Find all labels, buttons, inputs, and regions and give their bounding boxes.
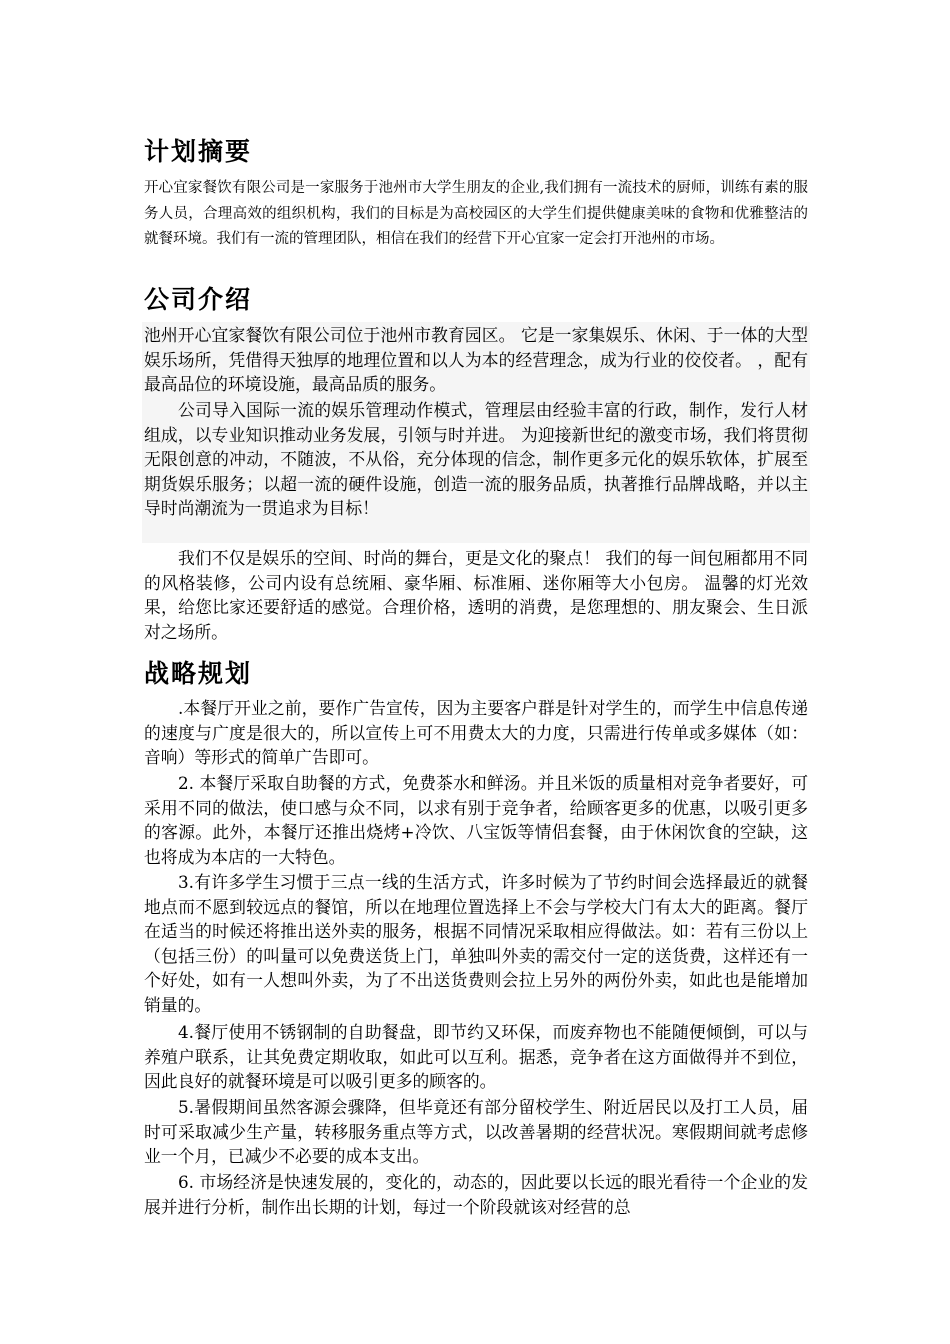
strategy-item-1: .本餐厅开业之前，要作广告宣传，因为主要客户群是针对学生的，而学生中信息传递的速度与广度是很大的，所以宣传上可不用费太大的力度，只需进行传单或多媒体（如：音响）等形式的简单广告即可。 <box>144 698 808 767</box>
strategy-item-4: 4.餐厅使用不锈钢制的自助餐盘，即节约又环保，而废弃物也不能随便倾倒，可以与养殖户联系，让其免费定期收取，如此可以互利。据悉，竞争者在这方面做得并不到位，因此良好的就餐环境是可以吸引更多的顾客的。 <box>144 1022 808 1091</box>
strategy-heading: 战略规划 <box>144 659 253 688</box>
strategy-item-3: 3.有许多学生习惯于三点一线的生活方式，许多时候为了节约时间会选择最近的就餐地点而不愿到较远点的餐馆，所以在地理位置选择上不会与学校大门有太大的距离。餐厅在适当的时候还将推出送外卖的服务，根据不同情况采取相应得做法。如：若有三份以上（包括三份）的叫量可以免费送货上门，单独叫外卖的需交付一定的送货费，这样还有一个好处，如有一人想叫外卖，为了不出送货费则会拉上另外的两份外卖，如此也是能增加销量的。 <box>144 872 808 1015</box>
company-heading: 公司介绍 <box>144 285 253 314</box>
company-paragraph-2: 公司导入国际一流的娱乐管理动作模式，管理层由经验丰富的行政，制作，发行人材组成，以专业知识推动业务发展，引领与时并进。 为迎接新世纪的激变市场，我们将贯彻无限创意的冲动，不随波，不从俗，充分体现的信念，制作更多元化的娱乐软体，扩展至期货娱乐服务；以超一流的硬件设施，创造一流的服务品质，执著推行品牌战略，并以主导时尚潮流为一贯追求为目标！ <box>144 400 808 518</box>
summary-paragraph: 开心宜家餐饮有限公司是一家服务于池州市大学生朋友的企业,我们拥有一流技术的厨师，训练有素的服务人员，合理高效的组织机构，我们的目标是为高校园区的大学生们提供健康美味的食物和优雅整洁的就餐环境。我们有一流的管理团队，相信在我们的经营下开心宜家一定会打开池州的市场。 <box>144 180 808 247</box>
strategy-item-5: 5.暑假期间虽然客源会骤降，但毕竟还有部分留校学生、附近居民以及打工人员，届时可采取减少生产量，转移服务重点等方式，以改善暑期的经营状况。寒假期间就考虑修业一个月，已减少不必要的成本支出。 <box>144 1097 808 1166</box>
strategy-item-6: 6. 市场经济是快速发展的，变化的，动态的，因此要以长远的眼光看待一个企业的发展并进行分析，制作出长期的计划，每过一个阶段就该对经营的总 <box>144 1172 808 1217</box>
summary-heading: 计划摘要 <box>144 137 253 166</box>
company-paragraph-1: 池州开心宜家餐饮有限公司位于池州市教育园区。 它是一家集娱乐、休闲、于一体的大型娱乐场所，凭借得天独厚的地理位置和以人为本的经营理念，成为行业的佼佼者。 ，配有最高品位的环境设施，最高品质的服务。 <box>144 325 808 394</box>
company-paragraph-3: 我们不仅是娱乐的空间、时尚的舞台，更是文化的聚点！ 我们的每一间包厢都用不同的风格装修，公司内设有总统厢、豪华厢、标准厢、迷你厢等大小包房。 温馨的灯光效果，给您比家还要舒适的感觉。合理价格，透明的消费，是您理想的、朋友聚会、生日派对之场所。 <box>144 548 808 642</box>
strategy-item-2: 2. 本餐厅采取自助餐的方式，免费茶水和鲜汤。并且米饭的质量相对竞争者要好，可采用不同的做法，使口感与众不同，以求有别于竞争者，给顾客更多的优惠，以吸引更多的客源。此外，本餐厅还推出烧烤+冷饮、八宝饭等情侣套餐，由于休闲饮食的空缺，这也将成为本店的一大特色。 <box>144 773 808 867</box>
